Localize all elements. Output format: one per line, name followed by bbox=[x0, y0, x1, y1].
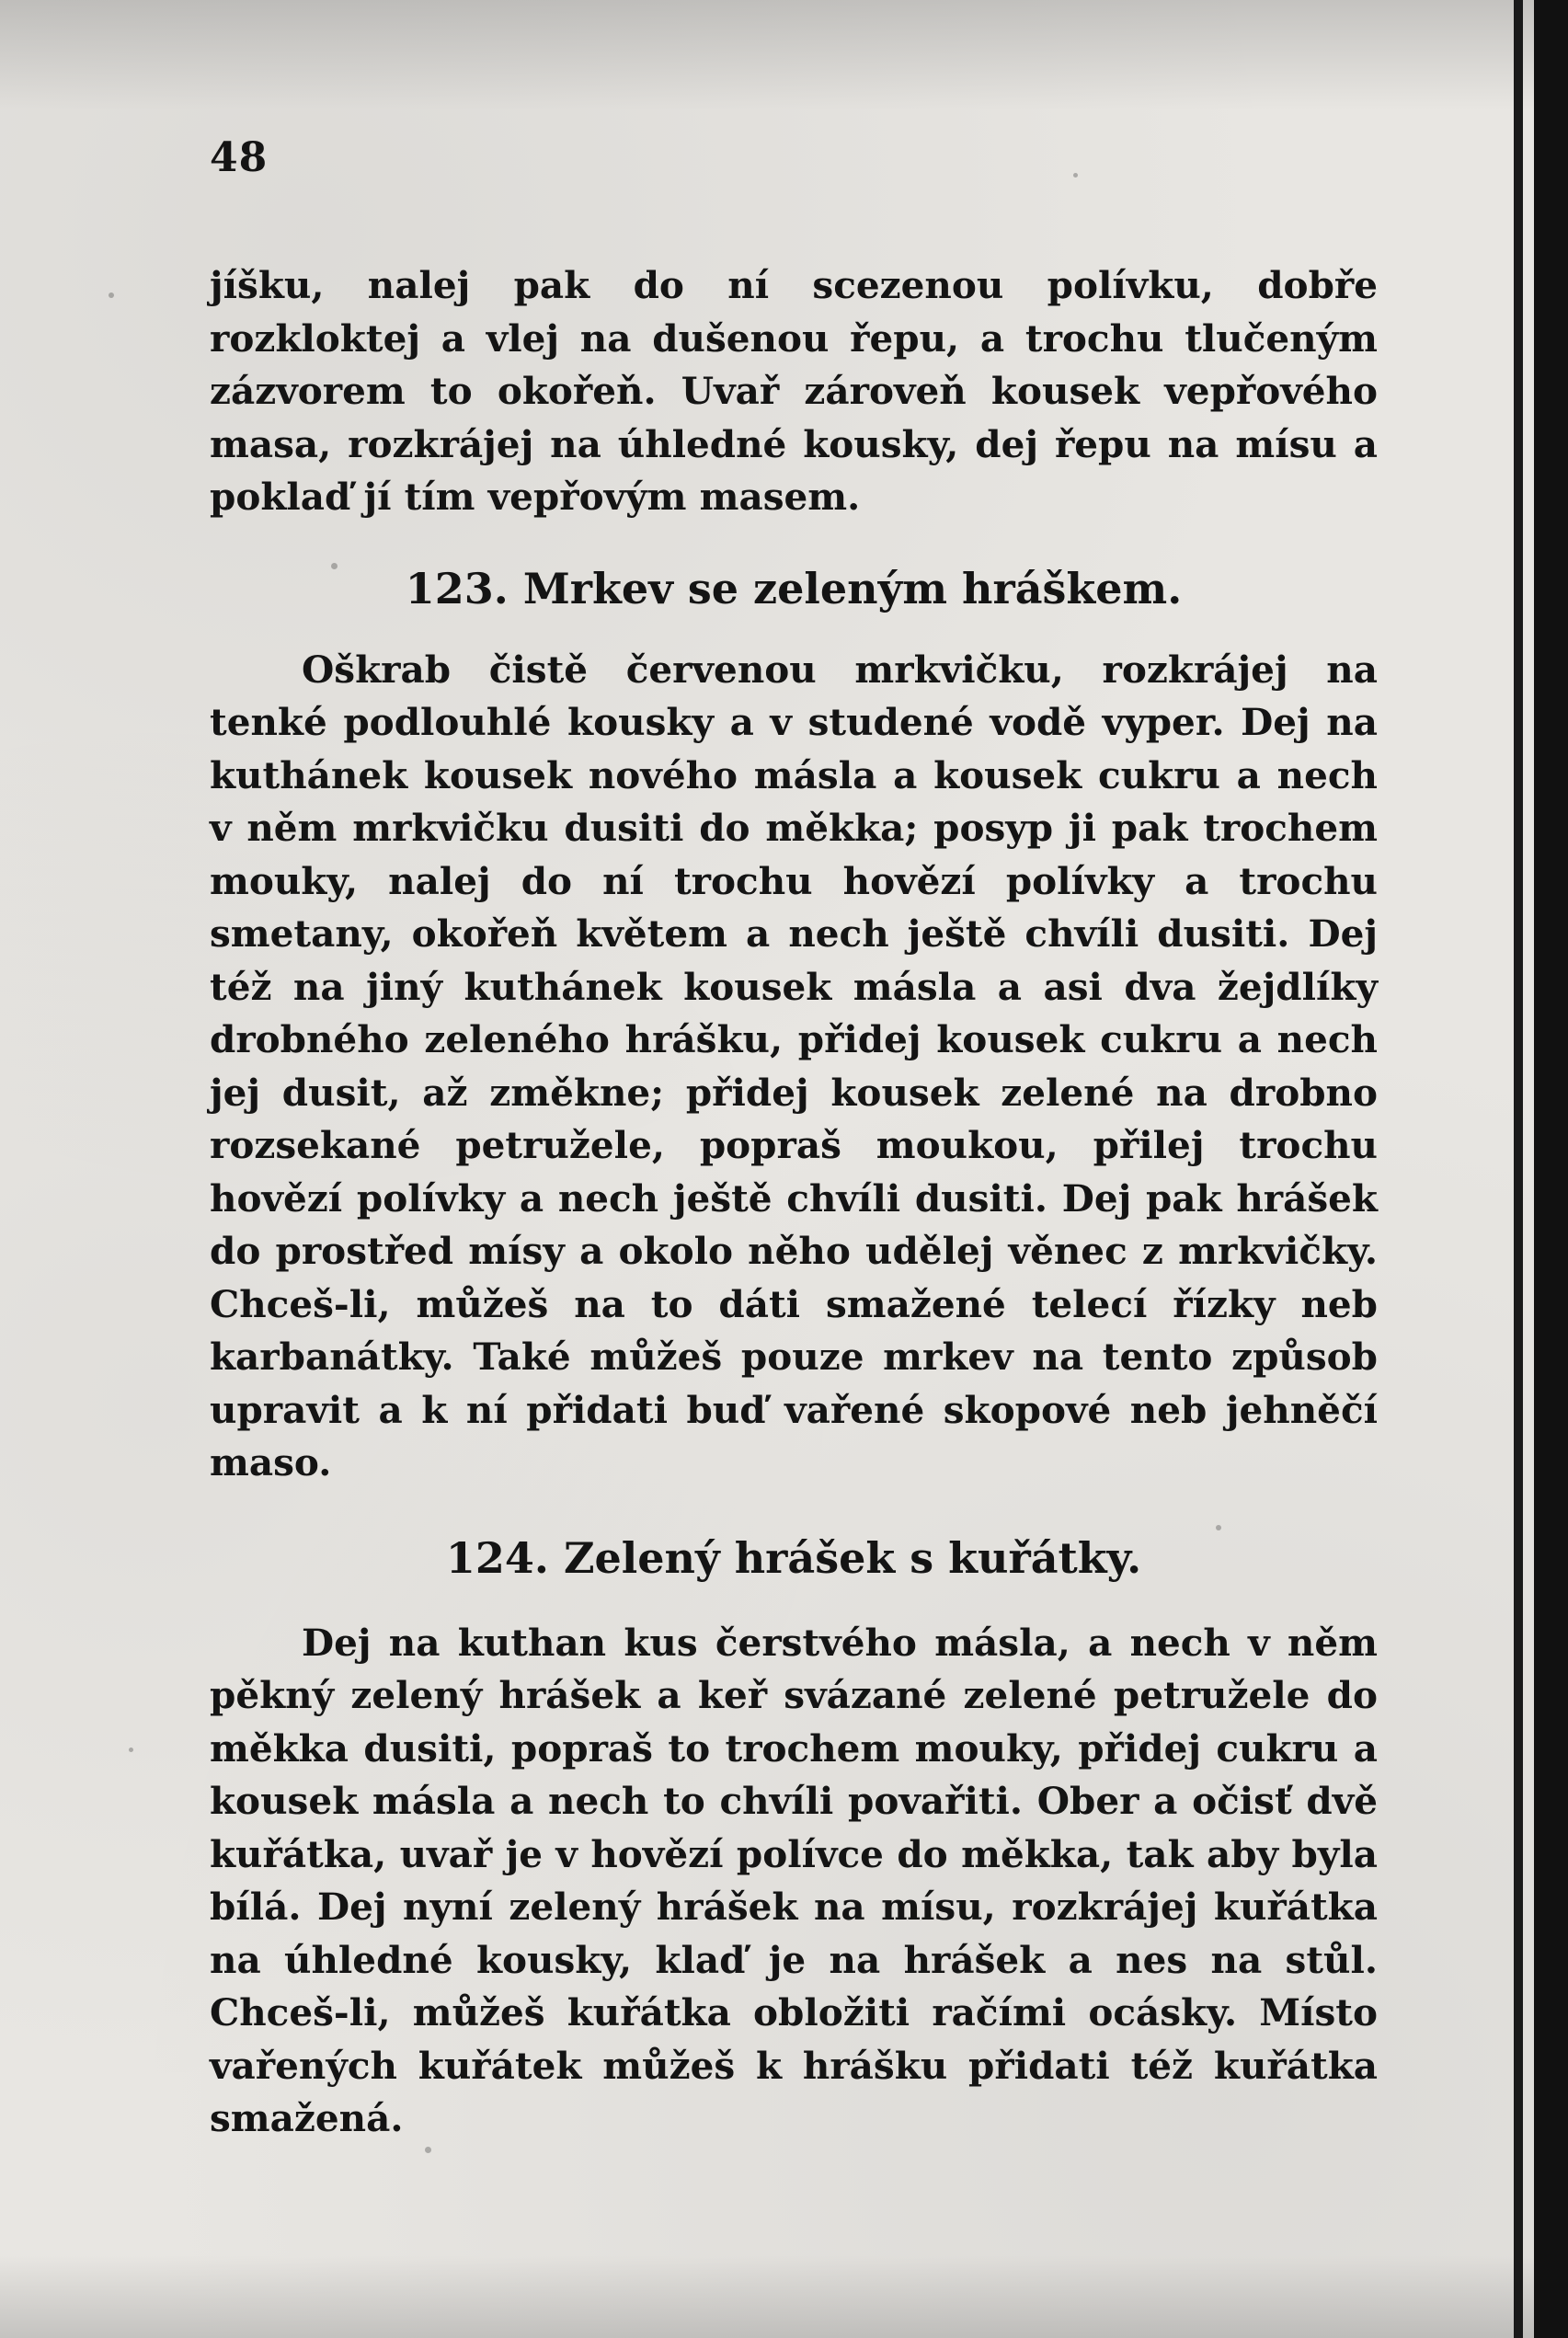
recipe-text-124: Dej na kuthan kus čerstvého másla, a nech v něm pěkný zelený hrášek a keř svázané zelené petružele do měkka dusiti, popraš to trochem mouky, přidej cukru a kousek másla a nech to chvíli povařiti. Ober a očisť dvě kuřátka, uvař je v hovězí polívce do měkka, tak aby byla bílá. Dej nyní zelený hrášek na mísu, rozkrájej kuřátka na úhledné kousky, klaď je na hrášek a nes na stůl. Chceš-li, můžeš kuřátka obložiti račími ocásky. Místo vařených kuřátek můžeš k hrášku přidati též kuřátka smažená. bbox=[210, 1620, 1378, 2140]
recipe-heading-124: 124. Zelený hrášek s kuřátky. bbox=[445, 1532, 1142, 1583]
page-number: 48 bbox=[210, 134, 269, 181]
page-bottom-shading bbox=[0, 2255, 1534, 2338]
recipe-text-123: Oškrab čistě červenou mrkvičku, rozkrájej na tenké podlouhlé kousky a v studené vodě vyper. Dej na kuthánek kousek nového másla a kousek cukru a nech v něm mrkvičku dusiti do měkka; posyp ji pak trochem mouky, nalej do ní trochu hovězí polívky a trochu smetany, okořeň květem a nech ještě chvíli dusiti. Dej též na jiný kuthánek kousek másla a asi dva žejdlíky drobného zeleného hrášku, přidej kousek cukru a nech jej dusit, až změkne; přidej kousek zelené na drobno rozsekané petružele, popraš moukou, přilej trochu hovězí polívky a nech ještě chvíli dusiti. Dej pak hrášek do prostřed mísy a okolo něho udělej věnec z mrkvičky. Chceš-li, můžeš na to dáti smažené telecí řízky neb karbanátky. Také můžeš pouze mrkev na tento způsob upravit a k ní přidati buď vařené skopové neb jehněčí maso. bbox=[210, 647, 1378, 1484]
scan-border-rule bbox=[1514, 0, 1523, 2338]
paper-speck bbox=[129, 1748, 133, 1752]
paper-speck bbox=[109, 292, 114, 298]
page-top-shading bbox=[0, 0, 1534, 110]
scan-border bbox=[1534, 0, 1568, 2338]
paper-speck bbox=[425, 2147, 431, 2153]
continued-paragraph: jíšku, nalej pak do ní scezenou polívku, dobře rozkloktej a vlej na dušenou řepu, a trochu tlučeným zázvorem to okořeň. Uvař zároveň kousek vepřového masa, rozkrájej na úhledné kousky, dej řepu na mísu a poklaď jí tím vepřovým masem. bbox=[210, 263, 1378, 519]
page-content bbox=[210, 134, 1378, 2146]
recipe-heading-123: 123. Mrkev se zeleným hráškem. bbox=[405, 563, 1183, 613]
